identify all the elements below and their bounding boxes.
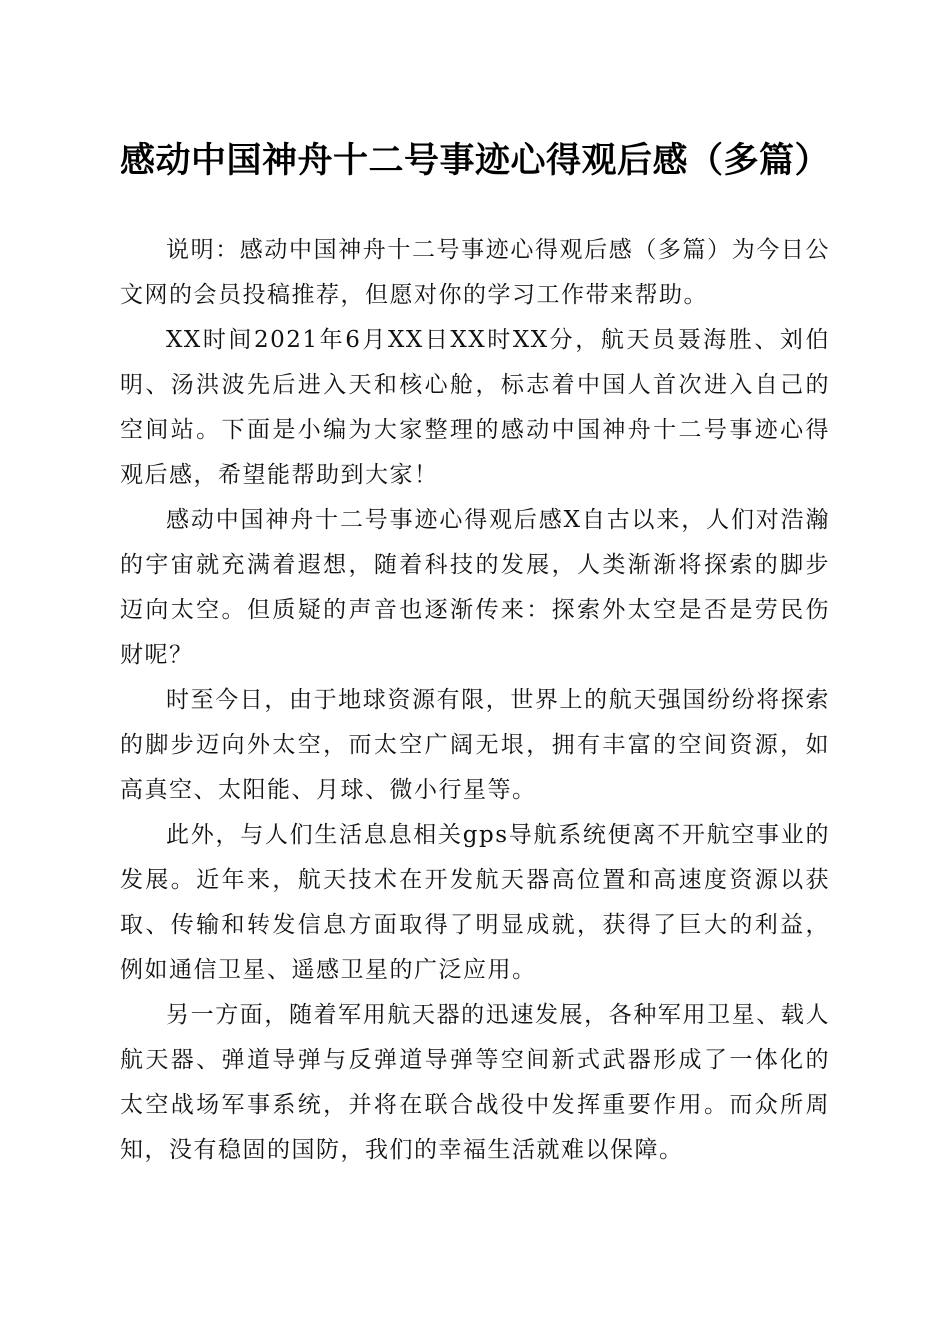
paragraph-space-resources: 时至今日，由于地球资源有限，世界上的航天强国纷纷将探索的脚步迈向外太空，而太空广阔无垠，拥有丰富的空间资源，如高真空、太阳能、月球、微小行星等。 xyxy=(120,687,830,803)
paragraph-military-space: 另一方面，随着军用航天器的迅速发展，各种军用卫星、载人航天器、弹道导弹与反弹道导弹等空间新式武器形成了一体化的太空战场军事系统，并将在联合战役中发挥重要作用。而众所周知，没有稳固的国防，我们的幸福生活就难以保障。 xyxy=(120,1002,830,1163)
paragraph-navigation-benefits: 此外，与人们生活息息相关gps导航系统便离不开航空事业的发展。近年来，航天技术在开发航天器高位置和高速度资源以获取、传输和转发信息方面取得了明显成就，获得了巨大的利益，例如通信卫星、遥感卫星的广泛应用。 xyxy=(120,822,830,983)
document-body xyxy=(120,228,830,1173)
document-title: 感动中国神舟十二号事迹心得观后感（多篇） xyxy=(120,140,831,181)
paragraph-event-summary: XX时间2021年6月XX日XX时XX分，航天员聂海胜、刘伯明、汤洪波先后进入天和核心舱，标志着中国人首次进入自己的空间站。下面是小编为大家整理的感动中国神舟十二号事迹心得观后感，希望能帮助到大家！ xyxy=(120,327,830,488)
paragraph-intro-note: 说明：感动中国神舟十二号事迹心得观后感（多篇）为今日公文网的会员投稿推荐，但愿对你的学习工作带来帮助。 xyxy=(120,237,830,308)
paragraph-essay-opening: 感动中国神舟十二号事迹心得观后感X自古以来，人们对浩瀚的宇宙就充满着遐想，随着科技的发展，人类渐渐将探索的脚步迈向太空。但质疑的声音也逐渐传来：探索外太空是否是劳民伤财呢？ xyxy=(120,507,830,668)
